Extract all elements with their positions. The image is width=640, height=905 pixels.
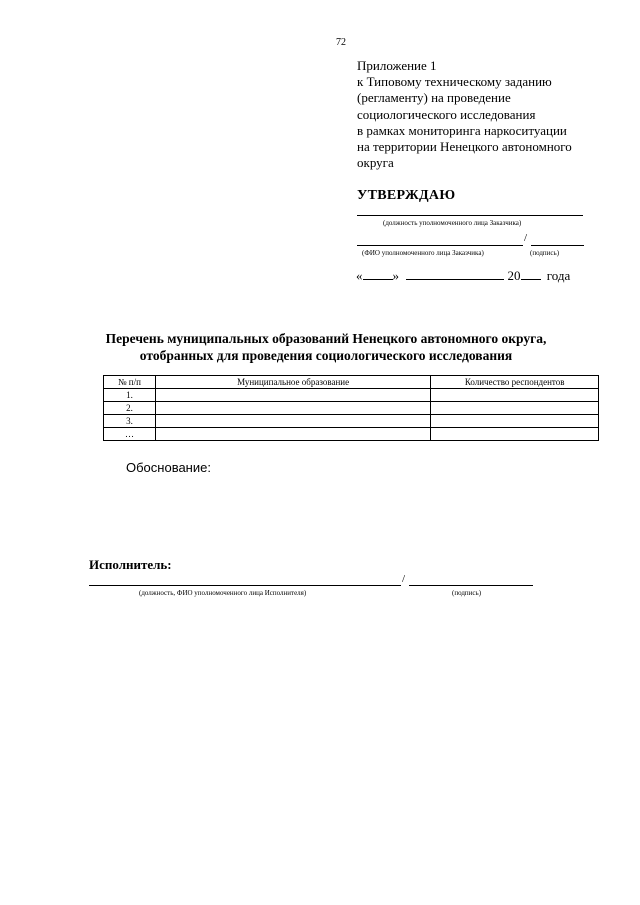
table-row [104, 428, 599, 441]
executor-position-caption: (должность, ФИО уполномоченного лица Исполнителя) [139, 589, 307, 597]
appendix-line: (регламенту) на проведение [357, 90, 511, 106]
date-month-blank [406, 267, 504, 280]
appendix-line: социологического исследования [357, 106, 536, 122]
respondents-cell [431, 389, 599, 402]
executor-signature-caption: (подпись) [452, 589, 482, 597]
date-year-blank [521, 267, 541, 280]
page-number: 72 [336, 37, 346, 48]
title-line: отобранных для проведения социологического исследования [139, 348, 513, 363]
municipality-cell [155, 389, 430, 402]
appendix-line: к Типовому техническому заданию [357, 74, 552, 90]
date-year-suffix: года [546, 268, 571, 283]
table-row [104, 389, 599, 402]
municipalities-table [103, 375, 599, 441]
customer-signature-line [531, 245, 584, 246]
executor-signature-line [409, 585, 533, 586]
respondents-cell [431, 415, 599, 428]
table-header-row [104, 376, 599, 389]
appendix-line: в рамках мониторинга наркоситуации [357, 122, 567, 138]
document-title [96, 330, 556, 364]
table-row [104, 402, 599, 415]
column-header-number: № п/п [104, 376, 156, 389]
respondents-cell [431, 402, 599, 415]
municipality-cell [155, 415, 430, 428]
appendix-line: на территории Ненецкого автономного [357, 139, 572, 155]
row-number: 3. [104, 415, 156, 428]
customer-signature-caption: (подпись) [530, 249, 560, 257]
executor-slash: / [402, 573, 406, 585]
customer-position-line [357, 215, 583, 216]
table-row [104, 415, 599, 428]
date-close-quote: » [392, 268, 399, 283]
respondents-cell [431, 428, 599, 441]
basis-label: Обоснование: [126, 460, 211, 475]
title-line: Перечень муниципальных образований Ненецкого автономного округа, [105, 331, 547, 346]
column-header-respondents: Количество респондентов [431, 376, 599, 389]
signature-slash: / [524, 232, 528, 244]
customer-name-caption: (ФИО уполномоченного лица Заказчика) [362, 249, 484, 257]
row-number: … [104, 428, 156, 441]
customer-name-line [357, 245, 523, 246]
executor-label: Исполнитель: [89, 557, 172, 572]
executor-position-line [89, 585, 401, 586]
appendix-line: округа [357, 155, 394, 171]
column-header-municipality: Муниципальное образование [155, 376, 430, 389]
row-number: 2. [104, 402, 156, 415]
date-year-prefix: 20 [507, 268, 521, 283]
appendix-line: Приложение 1 [357, 58, 437, 73]
date-open-quote: « [356, 268, 363, 283]
municipality-cell [155, 428, 430, 441]
date-day-blank [363, 267, 393, 280]
appendix-block [357, 58, 627, 171]
approval-heading: УТВЕРЖДАЮ [357, 188, 456, 203]
customer-position-caption: (должность уполномоченного лица Заказчика) [383, 219, 522, 227]
approval-date [356, 267, 570, 284]
row-number: 1. [104, 389, 156, 402]
municipality-cell [155, 402, 430, 415]
